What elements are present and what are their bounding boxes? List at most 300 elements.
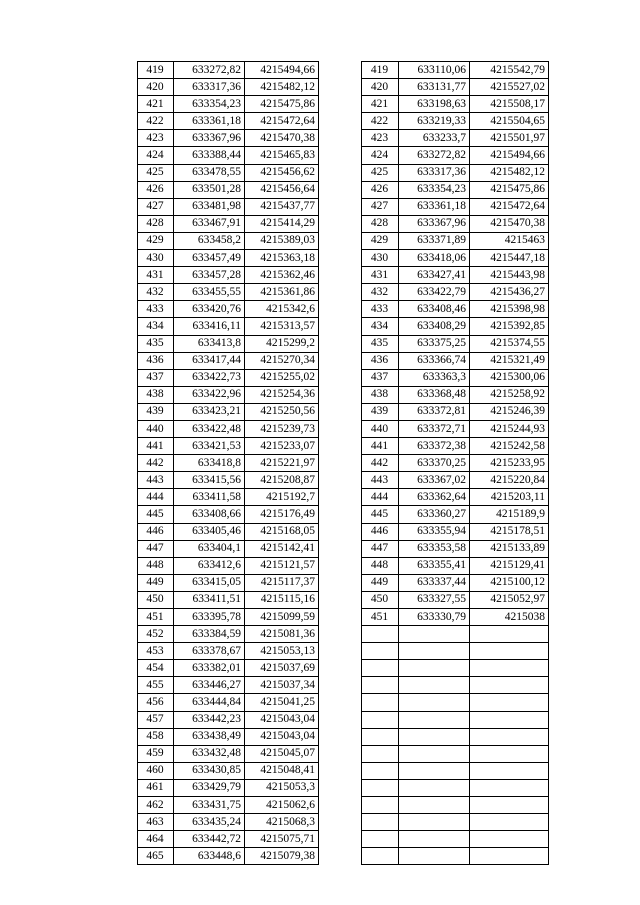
table-row	[138, 831, 362, 848]
x-coordinate-cell: 633458,2	[174, 232, 245, 249]
point-number-cell: 432	[362, 284, 399, 301]
x-coordinate-cell: 633219,33	[399, 113, 470, 130]
y-coordinate-cell: 4215043,04	[245, 728, 319, 745]
spacer-cell	[319, 643, 362, 660]
point-number-cell: 445	[362, 506, 399, 523]
y-coordinate-cell: 4215389,03	[245, 232, 319, 249]
spacer-cell	[319, 797, 362, 814]
point-number-cell: 442	[362, 455, 399, 472]
x-coordinate-cell: 633372,71	[399, 420, 470, 437]
x-coordinate-cell: 633411,58	[174, 489, 245, 506]
y-coordinate-cell: 4215189,9	[470, 506, 549, 523]
y-coordinate-cell: 4215045,07	[245, 745, 319, 762]
x-coordinate-cell: 633317,36	[174, 79, 245, 96]
spacer-cell	[319, 147, 362, 164]
x-coordinate-cell: 633355,41	[399, 557, 470, 574]
spacer-cell	[319, 626, 362, 643]
x-coordinate-cell: 633337,44	[399, 574, 470, 591]
point-number-cell: 440	[138, 420, 174, 437]
x-coordinate-cell: 633388,44	[174, 147, 245, 164]
point-number-cell: 451	[138, 609, 174, 626]
table-row	[362, 198, 549, 215]
spacer-cell	[319, 762, 362, 779]
x-coordinate-cell	[399, 762, 470, 779]
y-coordinate-cell: 4215398,98	[470, 301, 549, 318]
x-coordinate-cell: 633444,84	[174, 694, 245, 711]
y-coordinate-cell: 4215142,41	[245, 540, 319, 557]
y-coordinate-cell: 4215254,36	[245, 386, 319, 403]
table-row	[362, 472, 549, 489]
spacer-cell	[319, 472, 362, 489]
x-coordinate-cell: 633353,58	[399, 540, 470, 557]
x-coordinate-cell: 633432,48	[174, 745, 245, 762]
point-number-cell: 446	[138, 523, 174, 540]
y-coordinate-cell: 4215508,17	[470, 96, 549, 113]
table-row	[362, 250, 549, 267]
y-coordinate-cell: 4215475,86	[245, 96, 319, 113]
point-number-cell: 421	[138, 96, 174, 113]
spacer-cell	[319, 181, 362, 198]
table-row	[362, 523, 549, 540]
x-coordinate-cell: 633354,23	[174, 96, 245, 113]
x-coordinate-cell: 633420,76	[174, 301, 245, 318]
y-coordinate-cell: 4215221,97	[245, 455, 319, 472]
y-coordinate-cell: 4215392,85	[470, 318, 549, 335]
point-number-cell: 423	[362, 130, 399, 147]
table-row	[362, 506, 549, 523]
y-coordinate-cell: 4215527,02	[470, 79, 549, 96]
x-coordinate-cell: 633368,48	[399, 386, 470, 403]
y-coordinate-cell: 4215178,51	[470, 523, 549, 540]
x-coordinate-cell: 633416,11	[174, 318, 245, 335]
y-coordinate-cell: 4215482,12	[470, 164, 549, 181]
spacer-cell	[319, 728, 362, 745]
point-number-cell: 464	[138, 831, 174, 848]
table-row	[138, 335, 362, 352]
table-row	[138, 215, 362, 232]
table-row	[362, 301, 549, 318]
x-coordinate-cell: 633131,77	[399, 79, 470, 96]
x-coordinate-cell: 633467,91	[174, 215, 245, 232]
y-coordinate-cell: 4215043,04	[245, 711, 319, 728]
y-coordinate-cell: 4215313,57	[245, 318, 319, 335]
spacer-cell	[319, 79, 362, 96]
table-row	[362, 455, 549, 472]
table-row	[138, 472, 362, 489]
x-coordinate-cell: 633423,21	[174, 403, 245, 420]
y-coordinate-cell: 4215542,79	[470, 62, 549, 79]
y-coordinate-cell: 4215115,16	[245, 591, 319, 608]
point-number-cell	[362, 848, 399, 865]
table-row	[362, 130, 549, 147]
point-number-cell: 423	[138, 130, 174, 147]
table-row	[362, 267, 549, 284]
table-row	[138, 591, 362, 608]
point-number-cell: 433	[138, 301, 174, 318]
x-coordinate-cell: 633457,28	[174, 267, 245, 284]
table-row	[138, 198, 362, 215]
y-coordinate-cell: 4215233,95	[470, 455, 549, 472]
x-coordinate-cell: 633367,96	[174, 130, 245, 147]
x-coordinate-cell: 633422,73	[174, 369, 245, 386]
point-number-cell: 425	[138, 164, 174, 181]
y-coordinate-cell: 4215038	[470, 609, 549, 626]
spacer-cell	[319, 335, 362, 352]
y-coordinate-cell: 4215374,55	[470, 335, 549, 352]
table-row	[362, 711, 549, 728]
y-coordinate-cell: 4215233,07	[245, 438, 319, 455]
point-number-cell: 447	[138, 540, 174, 557]
y-coordinate-cell: 4215443,98	[470, 267, 549, 284]
x-coordinate-cell: 633442,72	[174, 831, 245, 848]
y-coordinate-cell: 4215494,66	[470, 147, 549, 164]
table-row	[362, 643, 549, 660]
point-number-cell: 438	[362, 386, 399, 403]
table-row	[362, 677, 549, 694]
x-coordinate-cell: 633367,96	[399, 215, 470, 232]
table-row	[362, 626, 549, 643]
y-coordinate-cell: 4215447,18	[470, 250, 549, 267]
point-number-cell: 450	[138, 591, 174, 608]
point-number-cell: 459	[138, 745, 174, 762]
y-coordinate-cell: 4215048,41	[245, 762, 319, 779]
table-row	[362, 215, 549, 232]
y-coordinate-cell: 4215258,92	[470, 386, 549, 403]
table-row	[362, 540, 549, 557]
coordinates-table-left	[137, 61, 362, 865]
x-coordinate-cell: 633354,23	[399, 181, 470, 198]
spacer-cell	[319, 250, 362, 267]
x-coordinate-cell: 633438,49	[174, 728, 245, 745]
table-row	[138, 523, 362, 540]
table-row	[138, 728, 362, 745]
point-number-cell: 452	[138, 626, 174, 643]
point-number-cell: 428	[138, 215, 174, 232]
x-coordinate-cell: 633233,7	[399, 130, 470, 147]
spacer-cell	[319, 284, 362, 301]
x-coordinate-cell: 633442,23	[174, 711, 245, 728]
y-coordinate-cell: 4215414,29	[245, 215, 319, 232]
table-row	[362, 745, 549, 762]
point-number-cell: 434	[138, 318, 174, 335]
table-row	[362, 609, 549, 626]
point-number-cell: 440	[362, 420, 399, 437]
x-coordinate-cell: 633411,51	[174, 591, 245, 608]
y-coordinate-cell: 4215475,86	[470, 181, 549, 198]
y-coordinate-cell: 4215321,49	[470, 352, 549, 369]
table-row	[362, 728, 549, 745]
point-number-cell: 422	[138, 113, 174, 130]
point-number-cell: 419	[138, 62, 174, 79]
point-number-cell: 458	[138, 728, 174, 745]
spacer-cell	[319, 232, 362, 249]
point-number-cell: 444	[138, 489, 174, 506]
y-coordinate-cell: 4215300,06	[470, 369, 549, 386]
y-coordinate-cell: 4215053,13	[245, 643, 319, 660]
y-coordinate-cell: 4215208,87	[245, 472, 319, 489]
x-coordinate-cell: 633417,44	[174, 352, 245, 369]
table-row	[138, 403, 362, 420]
x-coordinate-cell	[399, 779, 470, 796]
table-row	[362, 79, 549, 96]
y-coordinate-cell: 4215482,12	[245, 79, 319, 96]
y-coordinate-cell	[470, 831, 549, 848]
spacer-cell	[319, 557, 362, 574]
y-coordinate-cell: 4215079,38	[245, 848, 319, 865]
point-number-cell: 436	[362, 352, 399, 369]
y-coordinate-cell	[470, 626, 549, 643]
table-row	[138, 386, 362, 403]
y-coordinate-cell	[470, 677, 549, 694]
x-coordinate-cell: 633408,66	[174, 506, 245, 523]
y-coordinate-cell: 4215052,97	[470, 591, 549, 608]
table-row	[138, 779, 362, 796]
point-number-cell: 430	[138, 250, 174, 267]
x-coordinate-cell: 633418,8	[174, 455, 245, 472]
y-coordinate-cell: 4215436,27	[470, 284, 549, 301]
point-number-cell: 455	[138, 677, 174, 694]
table-row	[138, 797, 362, 814]
point-number-cell: 427	[362, 198, 399, 215]
point-number-cell: 445	[138, 506, 174, 523]
table-row	[362, 660, 549, 677]
x-coordinate-cell: 633362,64	[399, 489, 470, 506]
point-number-cell	[362, 643, 399, 660]
table-row	[362, 335, 549, 352]
x-coordinate-cell: 633375,25	[399, 335, 470, 352]
table-row	[362, 113, 549, 130]
point-number-cell: 428	[362, 215, 399, 232]
table-row	[362, 814, 549, 831]
x-coordinate-cell: 633478,55	[174, 164, 245, 181]
spacer-cell	[319, 438, 362, 455]
table-row	[138, 762, 362, 779]
y-coordinate-cell: 4215037,69	[245, 660, 319, 677]
table-row	[362, 181, 549, 198]
table-row	[362, 848, 549, 865]
y-coordinate-cell: 4215121,57	[245, 557, 319, 574]
x-coordinate-cell: 633361,18	[174, 113, 245, 130]
point-number-cell: 450	[362, 591, 399, 608]
table-row	[138, 626, 362, 643]
table-row	[362, 147, 549, 164]
x-coordinate-cell: 633366,74	[399, 352, 470, 369]
y-coordinate-cell: 4215363,18	[245, 250, 319, 267]
x-coordinate-cell: 633371,89	[399, 232, 470, 249]
x-coordinate-cell: 633382,01	[174, 660, 245, 677]
point-number-cell: 449	[362, 574, 399, 591]
x-coordinate-cell	[399, 677, 470, 694]
point-number-cell	[362, 745, 399, 762]
y-coordinate-cell: 4215501,97	[470, 130, 549, 147]
y-coordinate-cell: 4215239,73	[245, 420, 319, 437]
point-number-cell: 422	[362, 113, 399, 130]
point-number-cell: 434	[362, 318, 399, 335]
point-number-cell: 443	[138, 472, 174, 489]
table-row	[362, 352, 549, 369]
x-coordinate-cell: 633405,46	[174, 523, 245, 540]
spacer-cell	[319, 198, 362, 215]
table-row	[138, 96, 362, 113]
point-number-cell: 442	[138, 455, 174, 472]
table-row	[362, 232, 549, 249]
y-coordinate-cell: 4215299,2	[245, 335, 319, 352]
y-coordinate-cell	[470, 711, 549, 728]
x-coordinate-cell: 633446,27	[174, 677, 245, 694]
point-number-cell: 436	[138, 352, 174, 369]
y-coordinate-cell: 4215242,58	[470, 438, 549, 455]
point-number-cell: 427	[138, 198, 174, 215]
y-coordinate-cell: 4215133,89	[470, 540, 549, 557]
point-number-cell: 448	[138, 557, 174, 574]
y-coordinate-cell: 4215099,59	[245, 609, 319, 626]
x-coordinate-cell: 633412,6	[174, 557, 245, 574]
x-coordinate-cell: 633418,06	[399, 250, 470, 267]
x-coordinate-cell	[399, 626, 470, 643]
x-coordinate-cell: 633355,94	[399, 523, 470, 540]
x-coordinate-cell: 633361,18	[399, 198, 470, 215]
x-coordinate-cell: 633455,55	[174, 284, 245, 301]
x-coordinate-cell: 633422,96	[174, 386, 245, 403]
table-row	[362, 62, 549, 79]
point-number-cell: 437	[362, 369, 399, 386]
x-coordinate-cell: 633435,24	[174, 814, 245, 831]
x-coordinate-cell: 633415,56	[174, 472, 245, 489]
y-coordinate-cell	[470, 728, 549, 745]
y-coordinate-cell: 4215494,66	[245, 62, 319, 79]
x-coordinate-cell: 633378,67	[174, 643, 245, 660]
spacer-cell	[319, 523, 362, 540]
point-number-cell: 437	[138, 369, 174, 386]
spacer-cell	[319, 420, 362, 437]
table-row	[138, 848, 362, 865]
y-coordinate-cell: 4215255,02	[245, 369, 319, 386]
y-coordinate-cell	[470, 762, 549, 779]
spacer-cell	[319, 540, 362, 557]
x-coordinate-cell	[399, 848, 470, 865]
spacer-cell	[319, 164, 362, 181]
point-number-cell: 462	[138, 797, 174, 814]
table-row	[138, 369, 362, 386]
x-coordinate-cell: 633429,79	[174, 779, 245, 796]
coordinates-table-right-body	[362, 62, 549, 865]
table-row	[362, 284, 549, 301]
table-row	[138, 438, 362, 455]
spacer-cell	[319, 352, 362, 369]
table-row	[138, 745, 362, 762]
table-row	[362, 557, 549, 574]
y-coordinate-cell: 4215463	[470, 232, 549, 249]
point-number-cell	[362, 831, 399, 848]
spacer-cell	[319, 267, 362, 284]
spacer-cell	[319, 403, 362, 420]
point-number-cell	[362, 814, 399, 831]
x-coordinate-cell	[399, 711, 470, 728]
x-coordinate-cell: 633408,46	[399, 301, 470, 318]
y-coordinate-cell: 4215220,84	[470, 472, 549, 489]
point-number-cell: 441	[138, 438, 174, 455]
table-row	[362, 762, 549, 779]
spacer-cell	[319, 215, 362, 232]
table-row	[138, 301, 362, 318]
y-coordinate-cell: 4215081,36	[245, 626, 319, 643]
spacer-cell	[319, 591, 362, 608]
table-row	[138, 677, 362, 694]
table-row	[138, 643, 362, 660]
point-number-cell: 439	[138, 403, 174, 420]
y-coordinate-cell	[470, 797, 549, 814]
table-row	[362, 386, 549, 403]
spacer-cell	[319, 711, 362, 728]
x-coordinate-cell: 633367,02	[399, 472, 470, 489]
x-coordinate-cell: 633421,53	[174, 438, 245, 455]
x-coordinate-cell	[399, 797, 470, 814]
point-number-cell: 465	[138, 848, 174, 865]
y-coordinate-cell: 4215037,34	[245, 677, 319, 694]
spacer-cell	[319, 831, 362, 848]
y-coordinate-cell: 4215472,64	[245, 113, 319, 130]
x-coordinate-cell: 633404,1	[174, 540, 245, 557]
table-row	[362, 831, 549, 848]
point-number-cell	[362, 694, 399, 711]
y-coordinate-cell: 4215470,38	[245, 130, 319, 147]
y-coordinate-cell: 4215100,12	[470, 574, 549, 591]
point-number-cell: 441	[362, 438, 399, 455]
point-number-cell: 443	[362, 472, 399, 489]
y-coordinate-cell: 4215246,39	[470, 403, 549, 420]
spacer-cell	[319, 677, 362, 694]
spacer-cell	[319, 386, 362, 403]
spacer-cell	[319, 745, 362, 762]
y-coordinate-cell: 4215244,93	[470, 420, 549, 437]
x-coordinate-cell: 633422,48	[174, 420, 245, 437]
spacer-cell	[319, 506, 362, 523]
y-coordinate-cell	[470, 694, 549, 711]
y-coordinate-cell: 4215362,46	[245, 267, 319, 284]
table-row	[138, 574, 362, 591]
x-coordinate-cell: 633501,28	[174, 181, 245, 198]
x-coordinate-cell: 633110,06	[399, 62, 470, 79]
y-coordinate-cell: 4215465,83	[245, 147, 319, 164]
y-coordinate-cell: 4215203,11	[470, 489, 549, 506]
y-coordinate-cell: 4215068,3	[245, 814, 319, 831]
point-number-cell: 439	[362, 403, 399, 420]
point-number-cell: 419	[362, 62, 399, 79]
point-number-cell: 451	[362, 609, 399, 626]
coordinates-table-right	[361, 61, 549, 865]
point-number-cell: 463	[138, 814, 174, 831]
x-coordinate-cell	[399, 814, 470, 831]
point-number-cell: 444	[362, 489, 399, 506]
point-number-cell	[362, 677, 399, 694]
spacer-cell	[319, 574, 362, 591]
point-number-cell: 435	[362, 335, 399, 352]
x-coordinate-cell	[399, 694, 470, 711]
point-number-cell: 456	[138, 694, 174, 711]
table-row	[362, 438, 549, 455]
x-coordinate-cell: 633427,41	[399, 267, 470, 284]
spacer-cell	[319, 62, 362, 79]
point-number-cell: 449	[138, 574, 174, 591]
point-number-cell: 420	[362, 79, 399, 96]
y-coordinate-cell: 4215053,3	[245, 779, 319, 796]
x-coordinate-cell: 633272,82	[399, 147, 470, 164]
table-row	[138, 318, 362, 335]
table-row	[138, 79, 362, 96]
spacer-cell	[319, 113, 362, 130]
table-row	[138, 232, 362, 249]
point-number-cell: 438	[138, 386, 174, 403]
